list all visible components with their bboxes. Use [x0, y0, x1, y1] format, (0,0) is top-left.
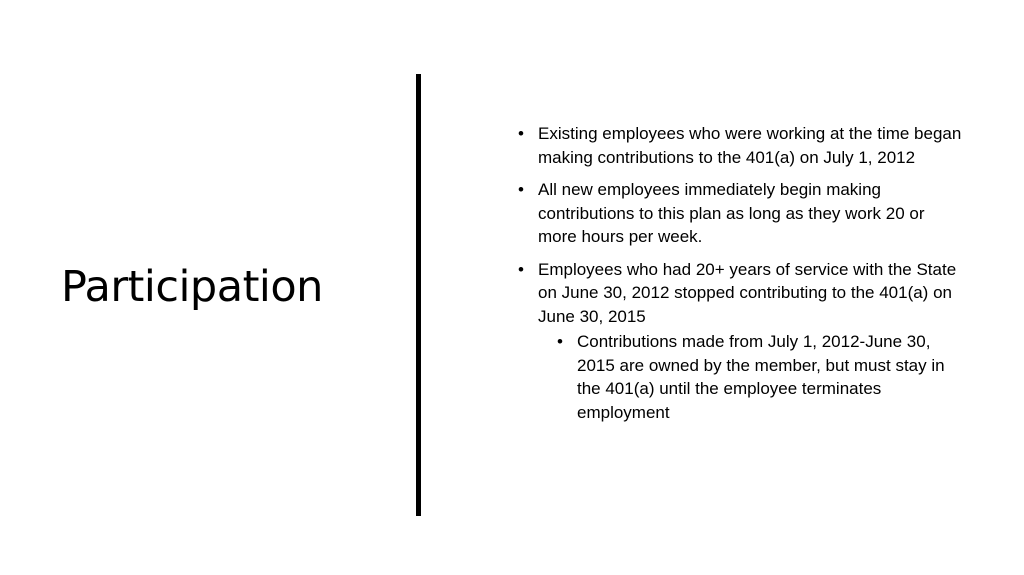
bullet-item — [516, 178, 966, 249]
bullet-text: Employees who had 20+ years of service with the State on June 30, 2012 stopped contributing to the 401(a) on June 30, 2015 — [538, 259, 957, 326]
sub-bullet-text: Contributions made from July 1, 2012-June 30, 2015 are owned by the member, but must stay in the 401(a) until the employee terminates employment — [577, 332, 945, 422]
bullet-text: Existing employees who were working at the time began making contributions to the 401(a) on July 1, 2012 — [538, 124, 962, 167]
bullet-item — [516, 258, 966, 329]
sub-bullet-item — [516, 330, 966, 424]
bullet-list — [516, 122, 966, 424]
bullet-item — [516, 122, 966, 169]
vertical-divider — [416, 74, 421, 516]
bullet-marker: • — [518, 124, 524, 143]
bullet-marker: • — [518, 180, 524, 199]
sub-bullet-marker: • — [557, 332, 563, 351]
bullet-marker: • — [518, 259, 524, 279]
bullet-text: All new employees immediately begin making contributions to this plan as long as they work 20 or more hours per week. — [538, 180, 925, 246]
slide-title: Participation — [61, 262, 323, 312]
